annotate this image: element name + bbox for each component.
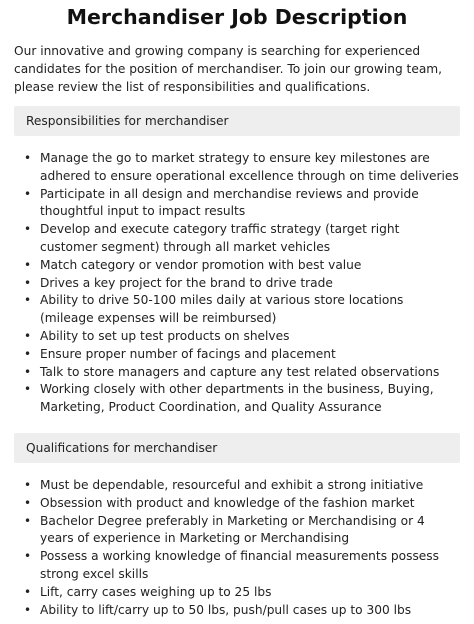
list-item <box>24 328 460 346</box>
list-item-text: Ability to drive 50-100 miles daily at various store locations (mileage expenses will be reimbursed) <box>40 293 404 326</box>
list-item-text: Ability to lift/carry up to 50 lbs, push/pull cases up to 300 lbs <box>40 602 412 617</box>
bullet-icon: • <box>24 477 32 492</box>
list-item-text: Ability to set up test products on shelves <box>40 328 290 343</box>
list-item-text: Working closely with other departments in the business, Buying, Marketing, Product Coordination, and Quality Assurance <box>40 382 434 415</box>
qualifications-list <box>14 477 460 619</box>
list-item-text: Ensure proper number of facings and placement <box>40 346 336 361</box>
list-item-text: Obsession with product and knowledge of the fashion market <box>40 495 415 510</box>
list-item-text: Manage the go to market strategy to ensure key milestones are adhered to ensure operational excellence through on time deliveries <box>40 151 459 183</box>
bullet-icon: • <box>24 275 32 290</box>
list-item <box>24 275 460 293</box>
list-item-text: Lift, carry cases weighing up to 25 lbs <box>40 584 272 599</box>
responsibilities-header <box>14 106 460 136</box>
responsibilities-list <box>14 150 460 417</box>
list-item-text: Drives a key project for the brand to drive trade <box>40 275 333 290</box>
list-item <box>24 221 460 257</box>
bullet-icon: • <box>24 328 32 343</box>
list-item <box>24 346 460 364</box>
qualifications-header-label: Qualifications for merchandiser <box>26 440 218 455</box>
bullet-icon: • <box>24 257 32 272</box>
list-item <box>24 602 460 620</box>
intro-paragraph: Our innovative and growing company is searching for experienced candidates for the position of merchandiser. To join our growing team, please review the list of responsibilities and qualifications. <box>14 44 443 94</box>
bullet-icon: • <box>24 222 32 237</box>
qualifications-header <box>14 433 460 463</box>
list-item <box>24 364 460 382</box>
list-item-text: Match category or vendor promotion with best value <box>40 257 362 272</box>
list-item <box>24 584 460 602</box>
list-item-text: Develop and execute category traffic strategy (target right customer segment) through all market vehicles <box>40 222 400 254</box>
bullet-icon: • <box>24 602 32 617</box>
list-item-text: Participate in all design and merchandise reviews and provide thoughtful input to impact results <box>40 186 419 219</box>
bullet-icon: • <box>24 584 32 599</box>
bullet-icon: • <box>24 495 32 510</box>
list-item <box>24 292 460 328</box>
list-item-text: Possess a working knowledge of financial measurements possess strong excel skills <box>40 549 440 581</box>
bullet-icon: • <box>24 346 32 361</box>
bullet-icon: • <box>24 293 32 308</box>
bullet-icon: • <box>24 186 32 201</box>
list-item <box>24 381 460 417</box>
list-item <box>24 477 460 495</box>
responsibilities-header-label: Responsibilities for merchandiser <box>26 114 229 128</box>
page-title: Merchandiser Job Description <box>66 5 408 29</box>
list-item <box>24 257 460 275</box>
list-item-text: Must be dependable, resourceful and exhibit a strong initiative <box>40 477 424 492</box>
list-item <box>24 548 460 584</box>
bullet-icon: • <box>24 513 32 528</box>
list-item-text: Talk to store managers and capture any test related observations <box>40 364 440 379</box>
list-item <box>24 513 460 549</box>
bullet-icon: • <box>24 549 32 564</box>
bullet-icon: • <box>24 151 32 165</box>
list-item <box>24 186 460 222</box>
list-item <box>24 150 460 186</box>
bullet-icon: • <box>24 364 32 379</box>
list-item-text: Bachelor Degree preferably in Marketing or Merchandising or 4 years of experience in Marketing or Merchandising <box>40 513 425 546</box>
bullet-icon: • <box>24 382 32 397</box>
list-item <box>24 495 460 513</box>
